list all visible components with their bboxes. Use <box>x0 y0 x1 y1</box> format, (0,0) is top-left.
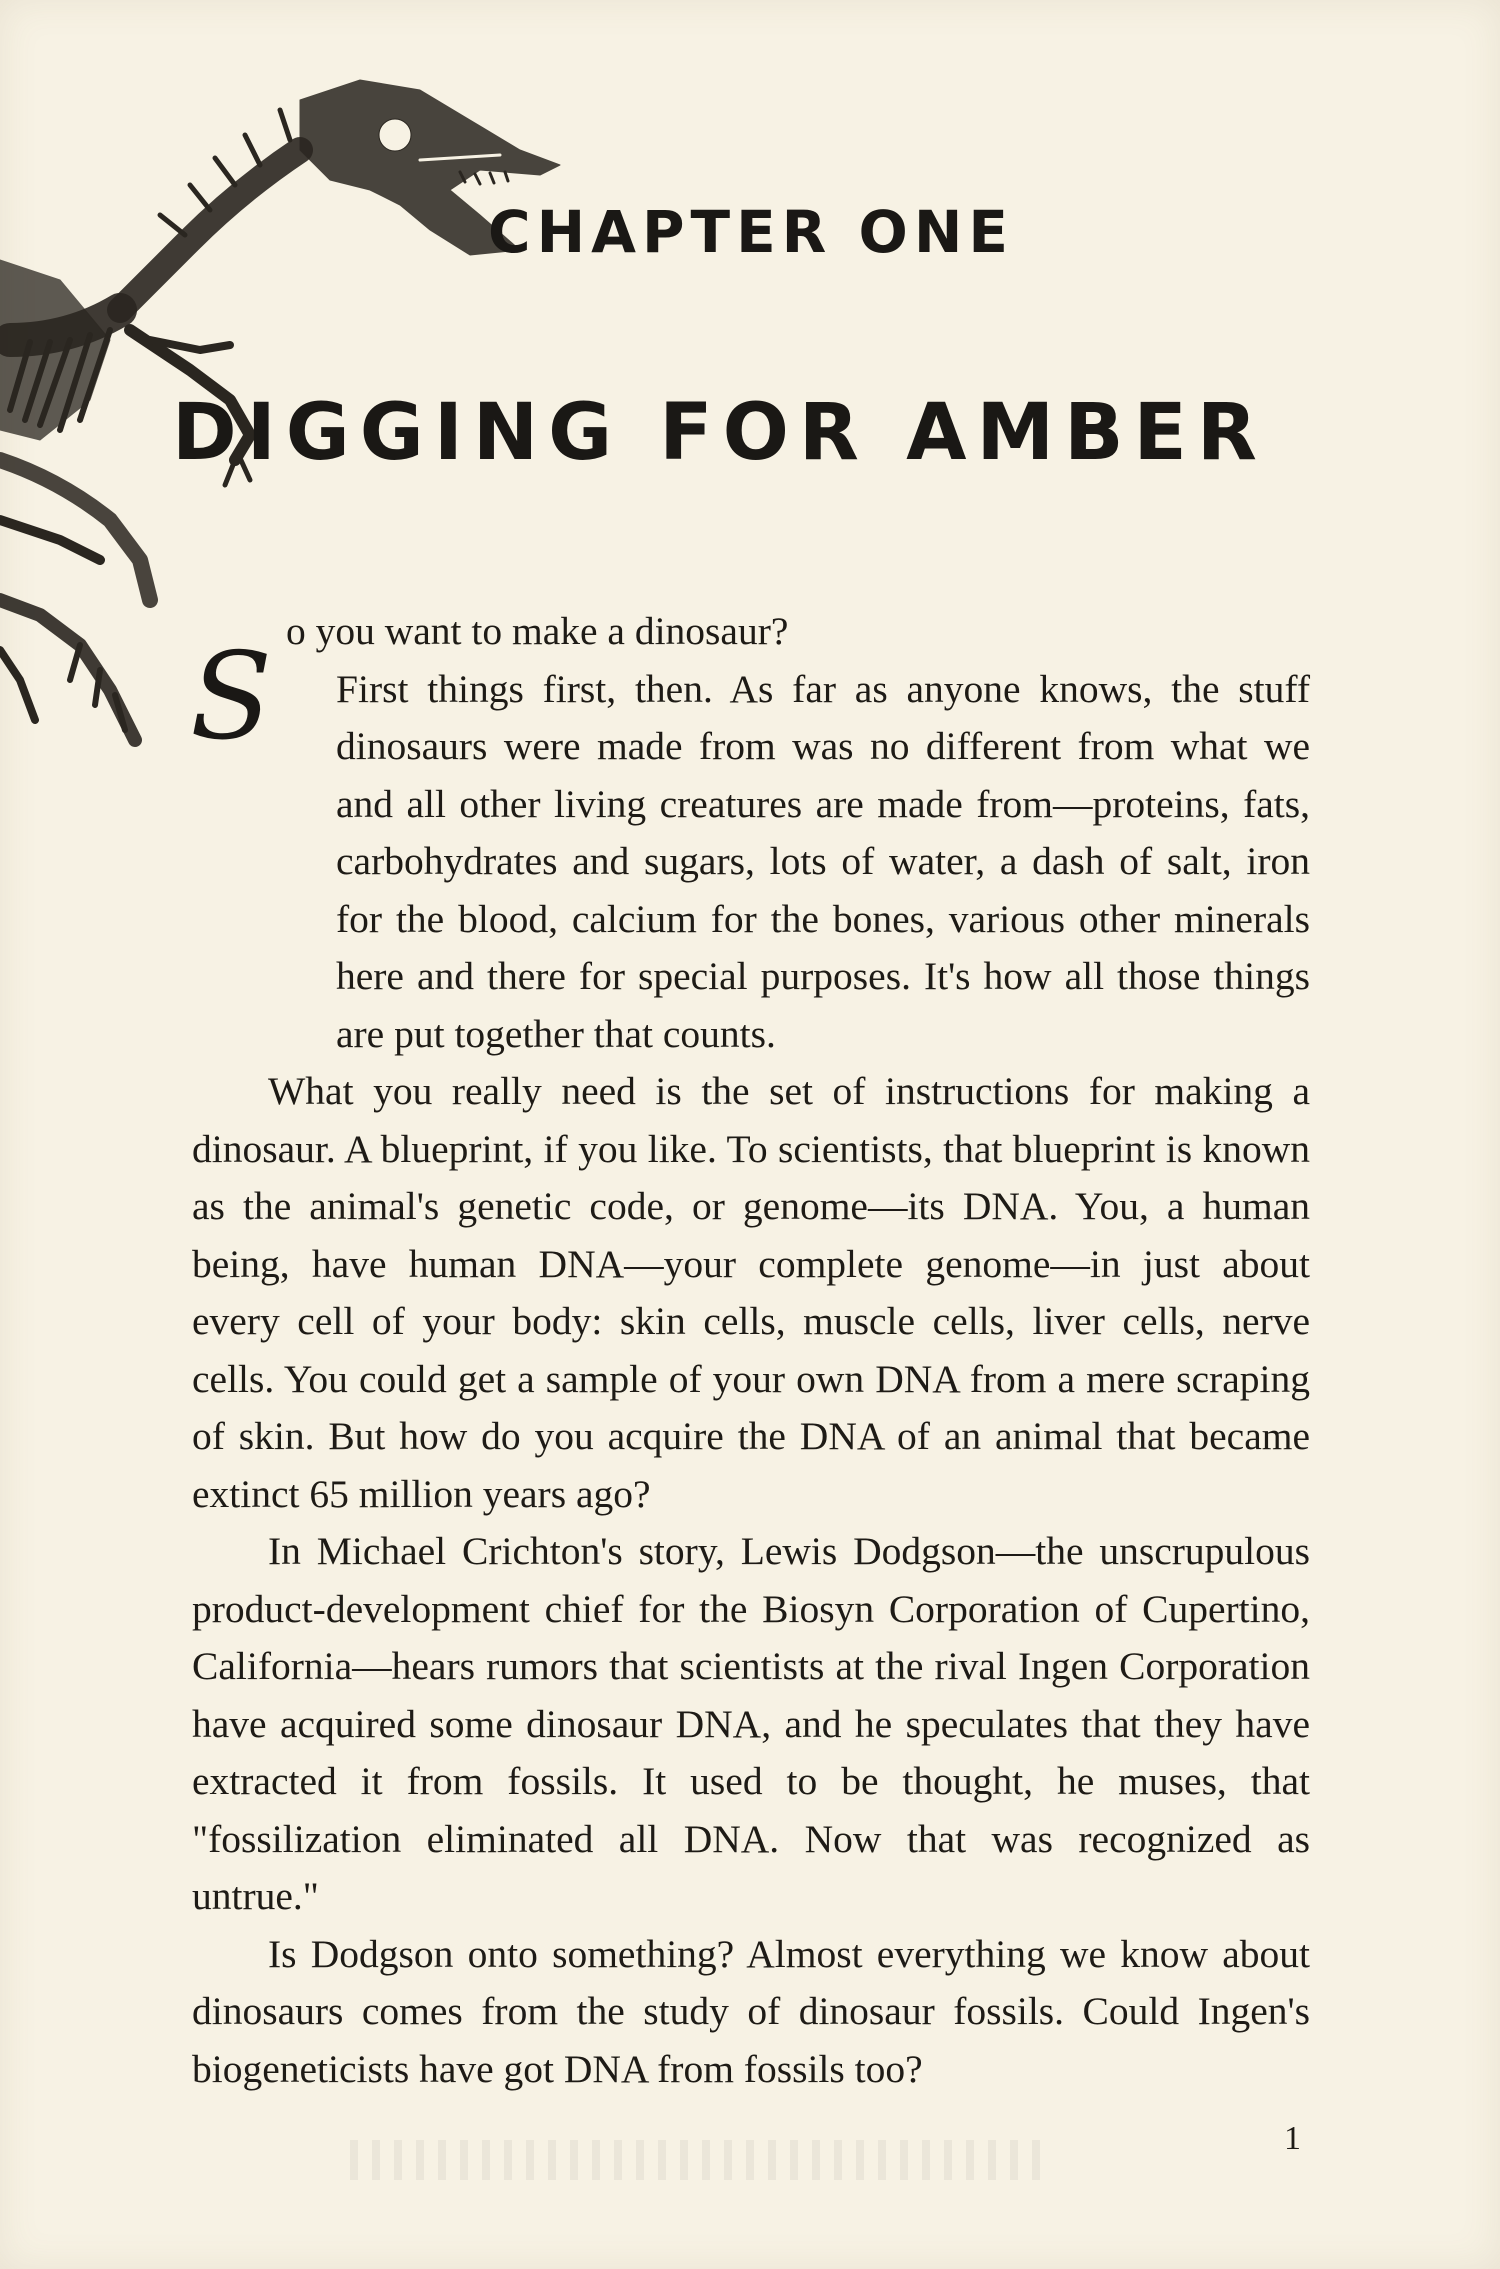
paragraph-1 <box>192 603 1310 1063</box>
page-number: 1 <box>1284 2120 1301 2157</box>
bleed-through <box>350 2140 1050 2180</box>
paragraph-2: What you really need is the set of instructions for making a dinosaur. A blueprint, if you like. To scientists, that blueprint is known as the animal's genetic code, or genome—its DNA. You, a human being, have human DNA—your complete genome—in just about every cell of your body: skin cells, muscle cells, liver cells, nerve cells. You could get a sample of your own DNA from a mere scraping of skin. But how do you acquire the DNA of an animal that became extinct 65 million years ago? <box>192 1069 1310 1516</box>
paragraph-1-rest: First things first, then. As far as anyone knows, the stuff dinosaurs were made from was no different from what we and all other living creatures are made from—proteins, fats, carbohydrates and sugars, lots of water, a dash of salt, iron for the blood, calcium for the bones, various other minerals here and there for special purposes. It's how all those things are put together that counts. <box>336 666 1310 1056</box>
paragraph-1-opening: o you want to make a dinosaur? <box>286 609 789 653</box>
body-text <box>192 603 1310 2098</box>
paragraph-3: In Michael Crichton's story, Lewis Dodgson—the unscrupulous product-development chief for the Biosyn Corporation of Cupertino, California—hears rumors that scientists at the rival Ingen Corporation have acquired some dinosaur DNA, and he speculates that they have extracted it from fossils. It used to be thought, he muses, that "fossilization eliminated all DNA. Now that was recognized as untrue." <box>192 1529 1310 1918</box>
chapter-label: CHAPTER ONE <box>488 198 1015 266</box>
drop-cap: S <box>190 628 273 767</box>
paragraph-4: Is Dodgson onto something? Almost everything we know about dinosaurs comes from the study of dinosaur fossils. Could Ingen's biogeneticists have got DNA from fossils too? <box>192 1931 1310 2091</box>
chapter-title: DIGGING FOR AMBER <box>172 388 1267 478</box>
